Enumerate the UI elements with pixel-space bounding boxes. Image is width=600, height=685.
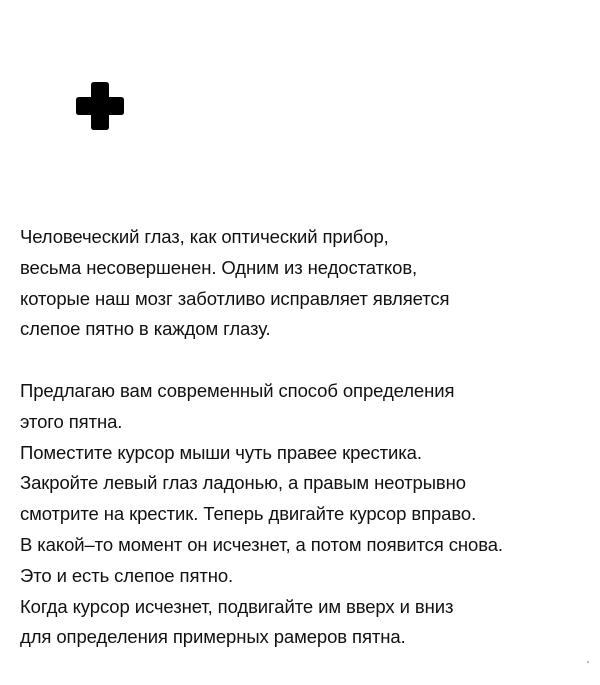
text-line: Это и есть слепое пятно.	[20, 564, 234, 586]
text-line: которые наш мозг заботливо исправляет является	[20, 287, 450, 309]
text-line: Когда курсор исчезнет, подвигайте им вверх и вниз	[20, 595, 454, 617]
text-line: этого пятна.	[20, 410, 123, 432]
cross-marker-icon	[76, 82, 124, 130]
text-line: слепое пятно в каждом глазу.	[20, 318, 271, 340]
text-line: весьма несовершенен. Одним из недостатков,	[20, 256, 418, 278]
text-line: Поместите курсор мыши чуть правее крестика.	[20, 441, 422, 463]
text-line: Человеческий глаз, как оптический прибор,	[20, 226, 389, 247]
text-line: смотрите на крестик. Теперь двигайте курсор вправо.	[20, 503, 477, 525]
text-line: Закройте левый глаз ладонью, а правым неотрывно	[20, 472, 466, 494]
instructions-paragraph	[20, 376, 595, 653]
intro-paragraph	[20, 222, 595, 345]
text-line: Предлагаю вам современный способ определения	[20, 380, 455, 401]
text-line: В какой–то момент он исчезнет, а потом появится снова.	[20, 533, 503, 555]
text-line: для определения примерных рамеров пятна.	[20, 626, 406, 648]
stray-dot	[587, 661, 589, 663]
